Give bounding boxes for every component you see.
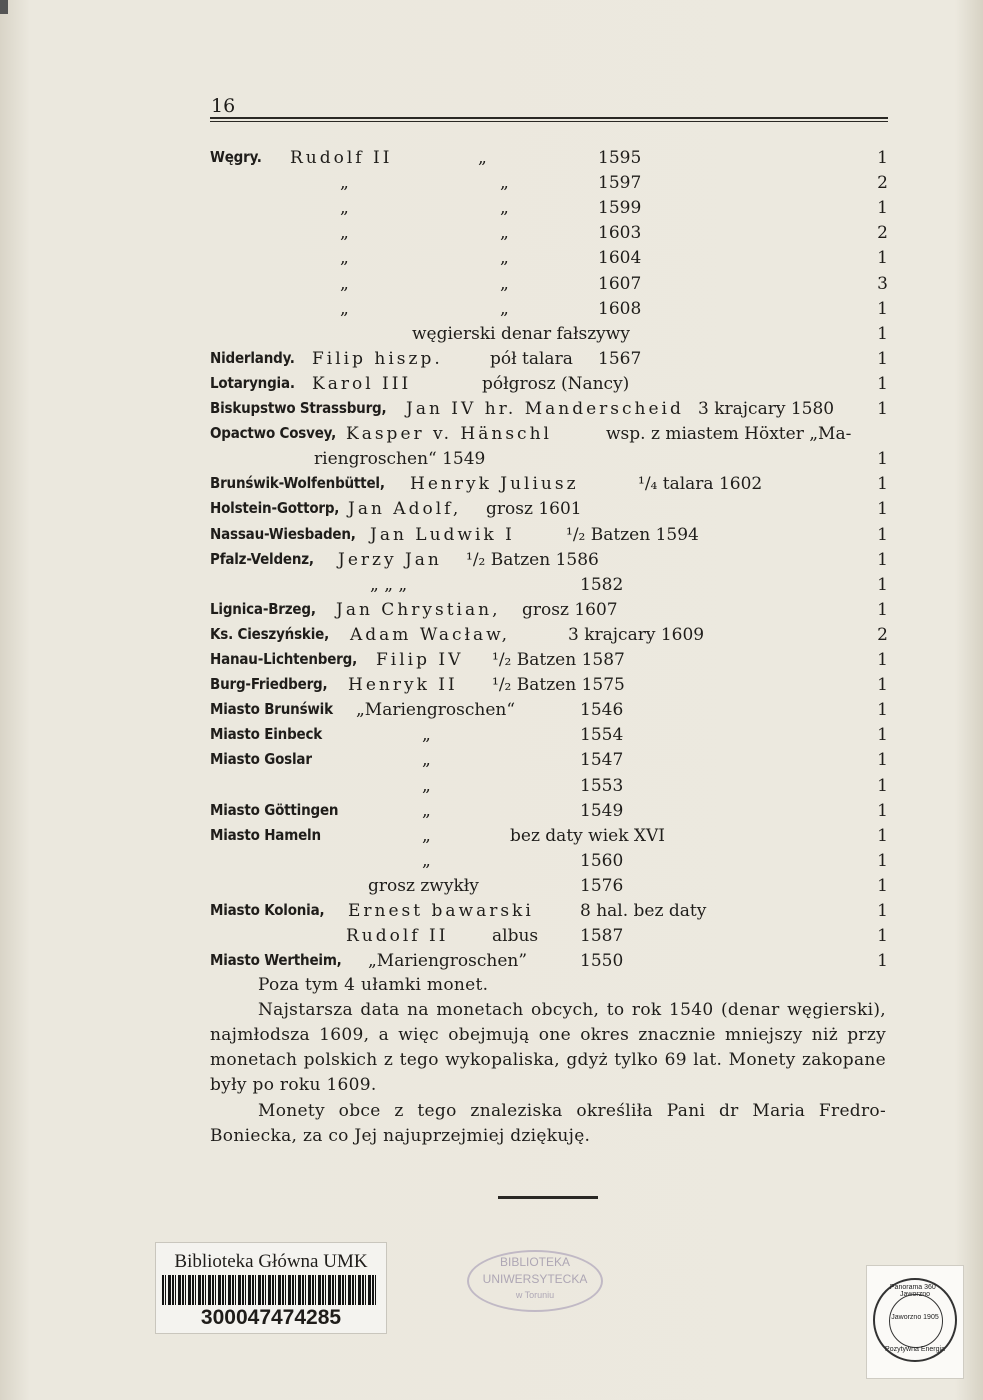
coin-issuer: Opactwo Cosvey, xyxy=(210,424,337,443)
barcode-number: 300047474285 xyxy=(200,1306,342,1329)
coin-issuer: Niderlandy. xyxy=(210,348,295,367)
page-number: 16 xyxy=(211,95,236,117)
coin-row xyxy=(210,776,890,801)
coin-row xyxy=(210,248,890,273)
coin-ruler: „ xyxy=(340,223,349,244)
library-name: Biblioteka Główna UMK xyxy=(174,1251,368,1272)
coin-row xyxy=(210,399,890,424)
coin-year: 1554 xyxy=(580,725,624,746)
coin-count: 1 xyxy=(877,926,888,947)
coin-denomination: „ xyxy=(500,248,509,269)
coin-count: 1 xyxy=(877,298,888,319)
coin-ruler: „ xyxy=(422,725,431,746)
coin-issuer: Hanau-Lichtenberg, xyxy=(210,650,358,668)
stamp-line-2: UNIWERSYTECKA xyxy=(482,1272,588,1286)
coin-year: 1547 xyxy=(580,750,624,771)
coin-count: 1 xyxy=(877,750,888,771)
coin-count: 1 xyxy=(877,474,888,495)
coin-count: 1 xyxy=(877,198,888,219)
coin-issuer: Miasto Göttingen xyxy=(210,800,339,819)
coin-year: 1595 xyxy=(598,148,642,168)
coin-denomination: „ xyxy=(500,173,509,194)
coin-year: 1604 xyxy=(598,248,642,269)
coin-year: 1576 xyxy=(580,875,624,896)
coin-year: 1550 xyxy=(580,951,624,972)
coin-row xyxy=(210,675,890,700)
coin-count: 1 xyxy=(877,775,888,796)
coin-ruler: Jan Ludwik I xyxy=(370,524,515,545)
coin-row xyxy=(210,725,890,750)
coin-row xyxy=(210,876,890,901)
coin-denomination: 3 krajcary 1609 xyxy=(568,624,705,645)
coin-ruler: Filip IV xyxy=(376,650,464,670)
coin-ruler: Jerzy Jan xyxy=(338,549,442,570)
coin-denomination: ¹/₄ talara 1602 xyxy=(638,474,763,495)
coin-denomination: „ xyxy=(500,223,509,244)
coin-row xyxy=(210,198,890,223)
coin-denomination: albus xyxy=(492,926,539,947)
coin-year: 1599 xyxy=(598,198,642,219)
coin-count: 3 xyxy=(877,273,888,294)
coin-count: 1 xyxy=(877,725,888,746)
coin-row xyxy=(210,575,890,600)
coin-year: 1603 xyxy=(598,223,642,244)
coin-issuer: Miasto Brunświk xyxy=(210,700,333,719)
coin-row xyxy=(210,625,890,650)
coin-count: 1 xyxy=(877,574,888,595)
coin-ruler: Adam Wacław, xyxy=(350,624,511,645)
coin-issuer: Węgry. xyxy=(210,148,262,166)
coin-count: 1 xyxy=(877,148,888,168)
coin-denomination: grosz 1601 xyxy=(486,499,582,520)
coin-year: 1587 xyxy=(580,926,624,947)
coin-ruler: Kasper v. Hänschl xyxy=(346,424,552,445)
coin-year: 1582 xyxy=(580,574,624,595)
coin-count: 1 xyxy=(877,524,888,545)
coin-ruler: „ xyxy=(422,775,431,796)
coin-count: 1 xyxy=(877,373,888,394)
coin-ruler: „ xyxy=(422,750,431,771)
coin-count: 1 xyxy=(877,850,888,871)
coin-ruler: „ xyxy=(340,248,349,269)
coin-issuer: Miasto Hameln xyxy=(210,825,321,844)
coin-issuer: Miasto Kolonia, xyxy=(210,901,325,919)
coin-count: 1 xyxy=(877,825,888,846)
coin-year: 1597 xyxy=(598,173,642,194)
coin-count: 1 xyxy=(877,399,888,419)
coin-row xyxy=(210,274,890,299)
coin-issuer: Brunświk-Wolfenbüttel, xyxy=(210,474,385,493)
coin-row xyxy=(210,750,890,775)
coin-denomination: półgrosz (Nancy) xyxy=(482,373,630,394)
coin-count: 1 xyxy=(877,800,888,821)
coin-issuer: Ks. Cieszyńskie, xyxy=(210,624,329,643)
coin-issuer: Miasto Goslar xyxy=(210,750,312,769)
coin-ruler: Karol III xyxy=(312,373,412,394)
coin-year: 1553 xyxy=(580,775,624,796)
coin-row xyxy=(210,299,890,324)
coin-ruler: Ernest bawarski xyxy=(348,901,534,921)
barcode xyxy=(162,1275,378,1305)
coin-denomination: bez daty wiek XVI xyxy=(510,825,666,846)
coin-count: 2 xyxy=(877,223,888,244)
coin-ruler: „Mariengroschen” xyxy=(368,951,528,972)
stamp-line-3: w Toruniu xyxy=(515,1290,555,1300)
header-rule xyxy=(210,117,888,122)
coin-denomination: ¹/₂ Batzen 1586 xyxy=(466,549,599,570)
coin-year: 1607 xyxy=(598,273,642,294)
coin-ruler: „ xyxy=(422,825,431,846)
coin-count: 2 xyxy=(877,624,888,645)
paragraph-acknowledgement: Monety obce z tego znaleziska określiła Pani dr Maria Fredro-Boniecka, za co Jej najuprzejmiej dziękuję. xyxy=(210,1101,886,1146)
coin-issuer: Holstein-Gottorp, xyxy=(210,499,340,518)
coin-row xyxy=(210,474,890,499)
paragraph-fragments: Poza tym 4 ułamki monet. xyxy=(258,975,489,995)
library-label xyxy=(155,1242,387,1334)
seal-text-inner: Jaworzno 1905 xyxy=(891,1314,939,1321)
seal-circle xyxy=(873,1278,957,1362)
coin-row xyxy=(210,349,890,374)
coin-count: 1 xyxy=(877,549,888,570)
coin-count: 1 xyxy=(877,449,888,470)
coin-denomination: „ xyxy=(500,298,509,319)
coin-row xyxy=(210,700,890,725)
coin-denomination: 8 hal. bez daty xyxy=(580,901,707,921)
coin-year: 1608 xyxy=(598,298,642,319)
coin-count: 1 xyxy=(877,323,888,344)
coin-ruler: „ xyxy=(422,800,431,821)
coin-ruler: węgierski denar fałszywy xyxy=(412,323,630,344)
coin-ruler: riengroschen“ 1549 xyxy=(314,449,486,470)
coin-count: 1 xyxy=(877,248,888,269)
coin-row xyxy=(210,600,890,625)
coin-ruler: Henryk Juliusz xyxy=(410,474,579,495)
coin-denomination: „ xyxy=(500,198,509,219)
coin-year: 1549 xyxy=(580,800,624,821)
coin-ruler: „ xyxy=(340,273,349,294)
coin-row xyxy=(210,926,890,951)
coin-row xyxy=(210,499,890,524)
coin-count: 1 xyxy=(877,499,888,520)
coin-issuer: Lotaryngia. xyxy=(210,373,295,392)
coin-ruler: Filip hiszp. xyxy=(312,348,443,369)
coin-ruler: „Mariengroschen“ xyxy=(356,700,516,721)
coin-row xyxy=(210,650,890,675)
coin-count: 1 xyxy=(877,901,888,921)
coin-count: 1 xyxy=(877,951,888,972)
coin-row xyxy=(210,148,890,173)
coin-ruler: Jan IV hr. Manderscheid xyxy=(406,399,684,419)
coin-denomination: ¹/₂ Batzen 1575 xyxy=(492,675,625,696)
coin-issuer: Miasto Einbeck xyxy=(210,725,323,744)
coin-row xyxy=(210,223,890,248)
coin-issuer: Burg-Friedberg, xyxy=(210,675,328,694)
stamp-line-1: BIBLIOTEKA xyxy=(499,1255,571,1269)
coin-denomination: ¹/₂ Batzen 1587 xyxy=(492,650,625,670)
coin-count: 1 xyxy=(877,599,888,620)
coin-row xyxy=(210,851,890,876)
coin-issuer: Miasto Wertheim, xyxy=(210,951,342,970)
edge-mark xyxy=(0,0,8,14)
coin-denomination: grosz 1607 xyxy=(522,599,618,620)
coin-denomination: „ xyxy=(500,273,509,294)
coin-year: 1546 xyxy=(580,700,624,721)
coin-ruler: Rudolf II xyxy=(346,926,449,947)
coin-row xyxy=(210,550,890,575)
coin-ruler: Henryk II xyxy=(348,675,458,696)
coin-ruler: grosz zwykły xyxy=(368,875,479,896)
coin-issuer: Lignica-Brzeg, xyxy=(210,599,316,618)
seal-text-bottom: Pozytywna Energia xyxy=(885,1346,945,1353)
seal-inner-circle xyxy=(889,1294,943,1348)
coin-issuer: Pfalz-Veldenz, xyxy=(210,549,314,568)
coin-issuer: Biskupstwo Strassburg, xyxy=(210,399,387,417)
coin-count: 1 xyxy=(877,675,888,696)
coin-denomination: „ xyxy=(478,148,487,168)
coin-ruler: Rudolf II xyxy=(290,148,393,168)
coin-denomination: pół talara xyxy=(490,348,573,369)
paragraph-dates: Najstarsza data na monetach obcych, to rok 1540 (denar węgierski), najmłodsza 1609, a więc obejmują one okres znacznie mniejszy niż przy monetach polskich z tego wykopaliska, gdyż tylko 69 lat. Monety zakopane były po roku 1609. xyxy=(210,1000,886,1095)
coin-ruler: Jan Adolf, xyxy=(348,499,462,520)
seal-text-top: Panorama 360 - Jaworzno xyxy=(889,1284,941,1298)
coin-ruler: „ „ „ xyxy=(370,574,408,595)
coin-denomination: 3 krajcary 1580 xyxy=(698,399,835,419)
coin-row xyxy=(210,901,890,926)
coin-ruler: „ xyxy=(340,198,349,219)
coin-count: 1 xyxy=(877,348,888,369)
coin-row xyxy=(210,173,890,198)
coin-issuer: Nassau-Wiesbaden, xyxy=(210,524,356,543)
coin-year: 1560 xyxy=(580,850,624,871)
coin-row xyxy=(210,424,890,449)
panorama-seal xyxy=(866,1265,964,1379)
coin-count: 1 xyxy=(877,875,888,896)
coin-count: 2 xyxy=(877,173,888,194)
coin-ruler: „ xyxy=(340,173,349,194)
coin-count: 1 xyxy=(877,650,888,670)
coin-row xyxy=(210,374,890,399)
coin-denomination: wsp. z miastem Höxter „Ma- xyxy=(606,424,852,445)
coin-row xyxy=(210,826,890,851)
coin-row xyxy=(210,801,890,826)
library-stamp xyxy=(467,1250,603,1312)
coin-ruler: „ xyxy=(340,298,349,319)
coin-row xyxy=(210,324,890,349)
closing-rule xyxy=(498,1196,598,1199)
coin-year: 1567 xyxy=(598,348,642,369)
coin-row xyxy=(210,449,890,474)
coin-denomination: ¹/₂ Batzen 1594 xyxy=(566,524,699,545)
coin-count: 1 xyxy=(877,700,888,721)
coin-row xyxy=(210,525,890,550)
coin-ruler: Jan Chrystian, xyxy=(336,599,501,620)
coin-ruler: „ xyxy=(422,850,431,871)
